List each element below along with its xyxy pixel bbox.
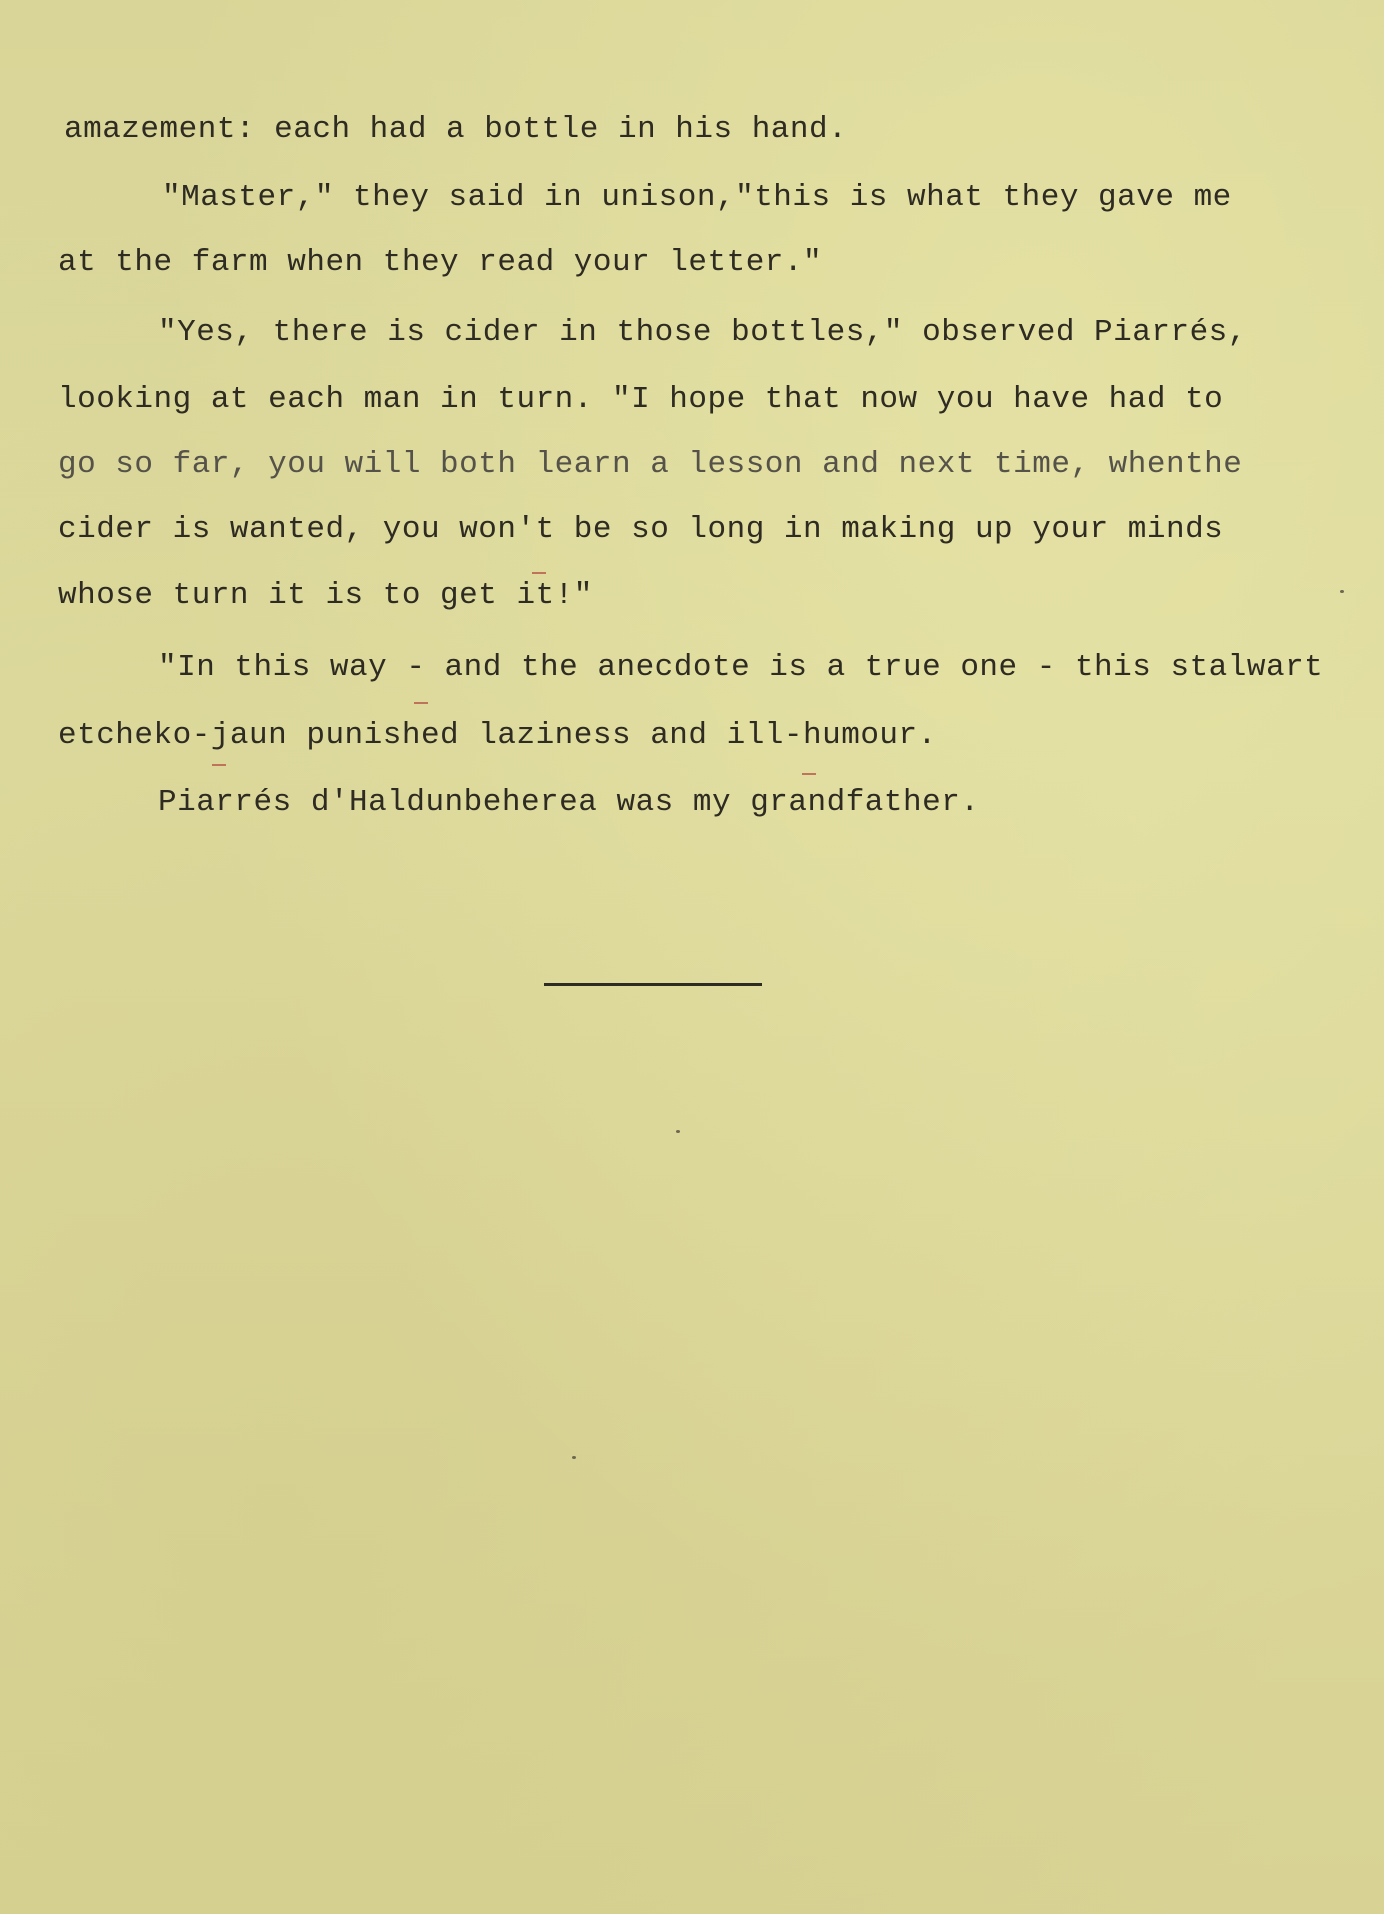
correction-mark (212, 764, 226, 766)
text-line-10: etcheko-jaun punished laziness and ill-humour. (58, 718, 937, 753)
paper-speck (676, 1130, 680, 1133)
correction-mark (532, 572, 546, 574)
correction-mark (414, 702, 428, 704)
text-line-3: at the farm when they read your letter." (58, 245, 823, 280)
text-line-6: go so far, you will both learn a lesson and next time, whenthe (58, 447, 1243, 482)
paper-speck (572, 1456, 576, 1459)
closing-rule (544, 983, 762, 986)
text-line-1: amazement: each had a bottle in his hand. (64, 112, 848, 147)
correction-mark (802, 773, 816, 775)
text-line-8: whose turn it is to get it!" (58, 578, 593, 613)
text-line-11: Piarrés d'Haldunbeherea was my grandfather. (158, 785, 980, 820)
text-line-2: "Master," they said in unison,"this is what they gave me (162, 180, 1232, 215)
text-line-7: cider is wanted, you won't be so long in making up your minds (58, 512, 1224, 547)
text-line-4: "Yes, there is cider in those bottles," observed Piarrés, (158, 315, 1247, 350)
text-line-5: looking at each man in turn. "I hope that now you have had to (58, 382, 1224, 417)
paper-speck (1340, 590, 1344, 593)
text-line-9: "In this way - and the anecdote is a true one - this stalwart (158, 650, 1324, 685)
